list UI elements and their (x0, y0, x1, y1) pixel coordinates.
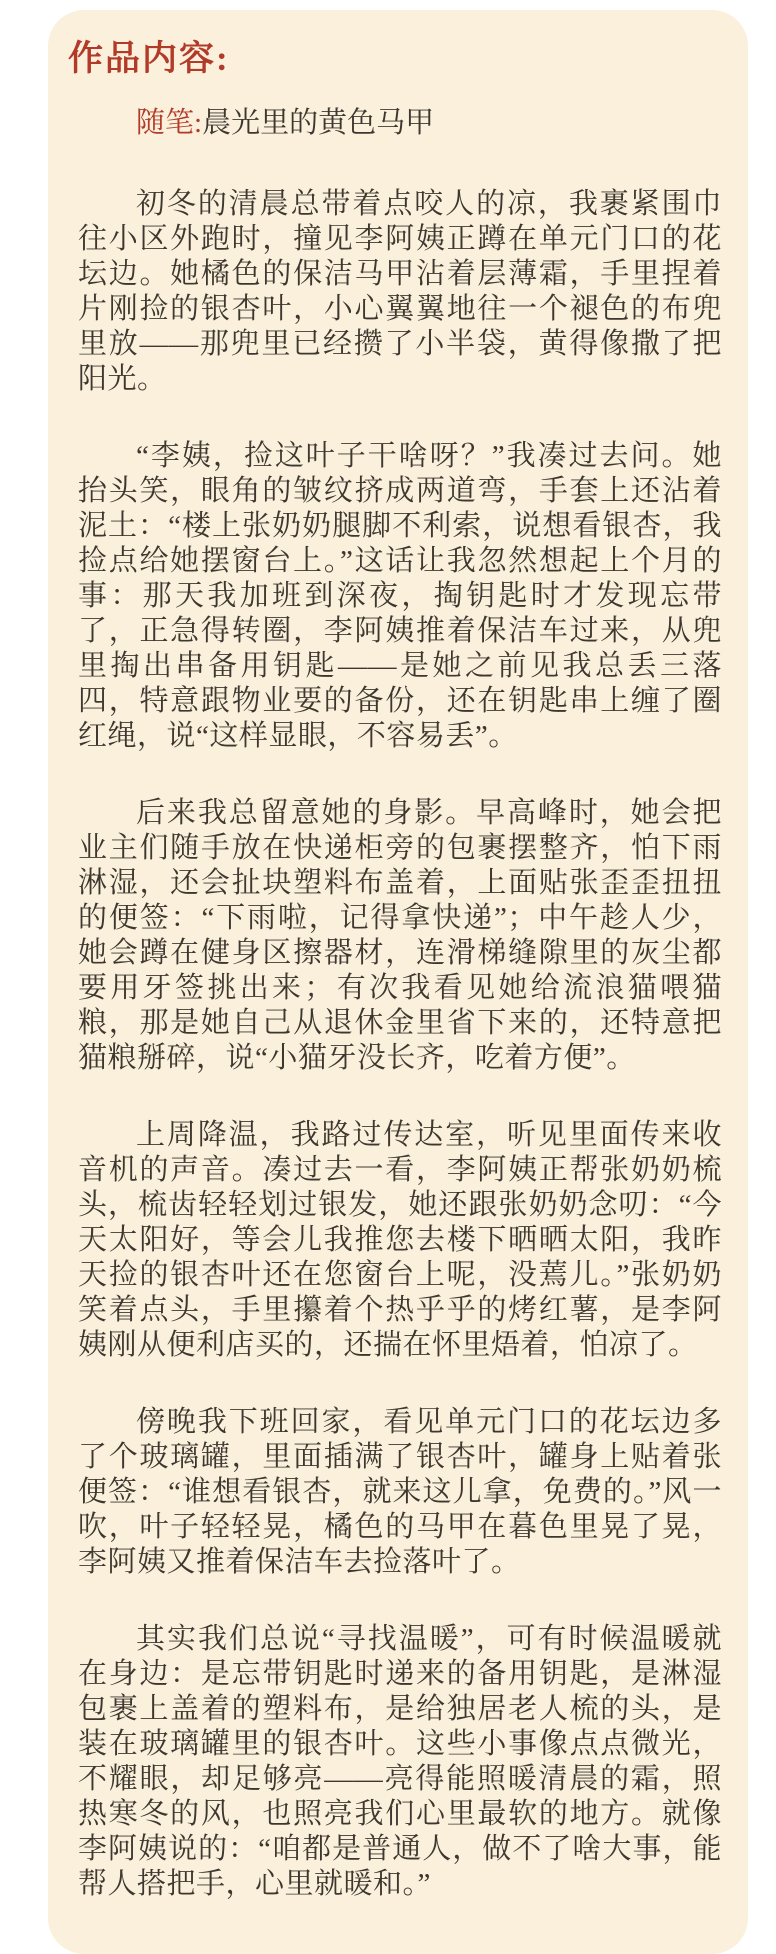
essay-type-label: 随笔: (136, 107, 203, 139)
essay-paragraph: 初冬的清晨总带着点咬人的凉，我裹紧围巾往小区外跑时，撞见李阿姨正蹲在单元门口的花坛边。她橘色的保洁马甲沾着层薄霜，手里捏着片刚捡的银杏叶，小心翼翼地往一个褪色的布兜里放——那兜里已经攒了小半袋，黄得像撒了把阳光。 (78, 188, 722, 395)
essay-paragraph: 傍晚我下班回家，看见单元门口的花坛边多了个玻璃罐，里面插满了银杏叶，罐身上贴着张便签：“谁想看银杏，就来这儿拿，免费的。”风一吹，叶子轻轻晃，橘色的马甲在暮色里晃了晃，李阿姨又推着保洁车去捡落叶了。 (78, 1406, 722, 1578)
essay-paragraph: 上周降温，我路过传达室，听见里面传来收音机的声音。凑过去一看，李阿姨正帮张奶奶梳头，梳齿轻轻划过银发，她还跟张奶奶念叨：“今天太阳好，等会儿我推您去楼下晒晒太阳，我昨天捡的银杏叶还在您窗台上呢，没蔫儿。”张奶奶笑着点头，手里攥着个热乎乎的烤红薯，是李阿姨刚从便利店买的，还揣在怀里焐着，怕凉了。 (78, 1119, 722, 1361)
essay-heading (78, 106, 722, 141)
essay-paragraph: 后来我总留意她的身影。早高峰时，她会把业主们随手放在快递柜旁的包裹摆整齐，怕下雨淋湿，还会扯块塑料布盖着，上面贴张歪歪扭扭的便签：“下雨啦，记得拿快递”；中午趁人少，她会蹲在健身区擦器材，连滑梯缝隙里的灰尘都要用牙签挑出来；有次我看见她给流浪猫喂猫粮，那是她自己从退休金里省下来的，还特意把猫粮掰碎，说“小猫牙没长齐，吃着方便”。 (78, 797, 722, 1074)
section-title: 作品内容: (68, 39, 230, 78)
essay-paragraph: 其实我们总说“寻找温暖”，可有时候温暖就在身边：是忘带钥匙时递来的备用钥匙，是淋湿包裹上盖着的塑料布，是给独居老人梳的头，是装在玻璃罐里的银杏叶。这些小事像点点微光，不耀眼，却足够亮——亮得能照暖清晨的霜，照热寒冬的风，也照亮我们心里最软的地方。就像李阿姨说的：“咱都是普通人，做不了啥大事，能帮人搭把手，心里就暖和。” (78, 1623, 722, 1900)
essay-title: 晨光里的黄色马甲 (202, 107, 435, 139)
essay-paragraph: “李姨，捡这叶子干啥呀？”我凑过去问。她抬头笑，眼角的皱纹挤成两道弯，手套上还沾着泥土：“楼上张奶奶腿脚不利索，说想看银杏，我捡点给她摆窗台上。”这话让我忽然想起上个月的事：那天我加班到深夜，掏钥匙时才发现忘带了，正急得转圈，李阿姨推着保洁车过来，从兜里掏出串备用钥匙——是她之前见我总丢三落四，特意跟物业要的备份，还在钥匙串上缠了圈红绳，说“这样显眼，不容易丢”。 (78, 440, 722, 752)
essay-content-card (48, 10, 748, 1954)
